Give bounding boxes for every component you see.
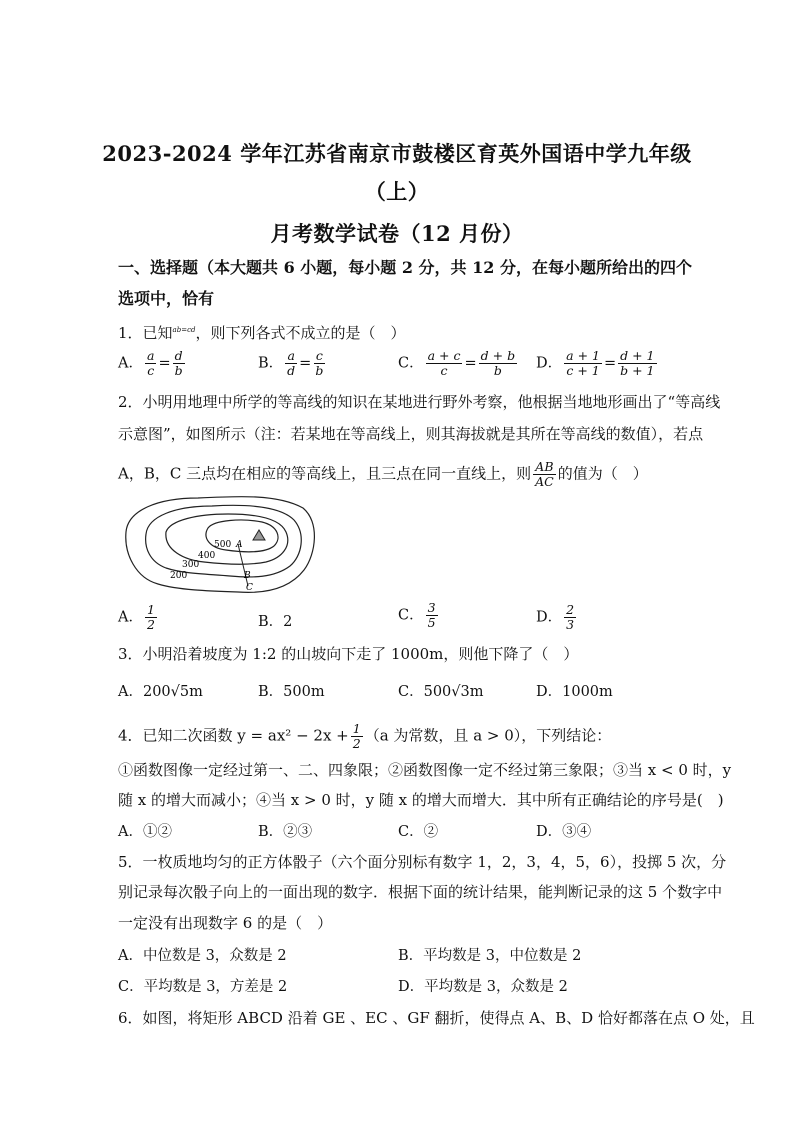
label-point-a: A — [236, 540, 243, 550]
section1-header-line2: 选项中，恰有 — [118, 289, 215, 308]
label-200: 200 — [170, 571, 188, 581]
q2-stem-line2: 示意图”，如图所示（注：若某地在等高线上，则其海拔就是其所在等高线的数值），若点 — [118, 425, 704, 443]
q1-option-b[interactable]: B． $\frac{a}{d}$ = $\frac{c}{b}$ — [258, 348, 324, 378]
fraction: $\frac{d + 1}{b + 1}$ — [620, 348, 655, 378]
q2-option-c[interactable] — [398, 601, 440, 630]
q3-option-d[interactable]: D．1000m — [536, 684, 613, 700]
q4-stem-line3: 随 x 的增大而减小；④当 x > 0 时，y 随 x 的增大而增大．其中所有正确结论的序号是( ) — [118, 791, 724, 809]
q4-stem-line2: ①函数图像一定经过第一、二、四象限；②函数图像一定不经过第三象限；③当 x < 0 时，y — [118, 761, 732, 779]
option-label: C． — [398, 607, 424, 624]
q2-option-b[interactable] — [258, 610, 292, 631]
option-label: D． — [536, 609, 563, 626]
exam-title-line2: （上） — [364, 179, 430, 204]
label-300: 300 — [182, 560, 200, 570]
fraction: $\frac{d}{b}$ — [174, 348, 183, 378]
exam-title-line1: 2023-2024 学年江苏省南京市鼓楼区育英外国语中学九年级 — [102, 141, 692, 166]
q3-stem: 3．小明沿着坡度为 1:2 的山坡向下走了 1000m，则他下降了（ ） — [118, 645, 579, 663]
q5-stem-line2: 别记录每次骰子向上的一面出现的数字．根据下面的统计结果，能判断记录的这 5 个数字中 — [118, 883, 723, 901]
q4-stem-post: （a 为常数，且 a > 0），下列结论： — [364, 726, 612, 745]
label-point-c: C — [246, 583, 253, 593]
q4-option-c[interactable]: C．② — [398, 824, 439, 840]
q5-option-c[interactable]: C．平均数是 3，方差是 2 — [118, 979, 288, 995]
q5-option-b[interactable]: B．平均数是 3，中位数是 2 — [398, 948, 582, 964]
q2-stem-line3-post: 的值为（ ） — [557, 464, 648, 483]
fraction: $\frac{a + c}{c}$ — [427, 348, 461, 378]
one-half-fraction: $\frac{1}{2}$ — [352, 721, 361, 751]
q2-stem-line3 — [118, 460, 678, 489]
fraction: $\frac{a}{d}$ — [287, 348, 296, 378]
option-label: C． — [398, 355, 424, 372]
ab-over-ac-fraction: $\frac{AB}{AC}$ — [535, 459, 554, 489]
fraction: $\frac{a + 1}{c + 1}$ — [566, 348, 600, 378]
exam-title-line3: 月考数学试卷（12 月份） — [270, 221, 524, 246]
summit-triangle-icon — [253, 530, 265, 540]
q4-option-d[interactable]: D．③④ — [536, 824, 592, 840]
option-label: B． — [258, 614, 284, 630]
fraction: $\frac{c}{b}$ — [315, 348, 324, 378]
q2-option-a[interactable] — [118, 603, 159, 632]
q4-stem-line1 — [118, 722, 678, 751]
contour-map-figure — [118, 492, 318, 596]
q1-stem-post: ，则下列各式不成立的是（ ） — [195, 324, 406, 342]
fraction: $\frac{2}{3}$ — [566, 602, 575, 632]
fraction: $\frac{a}{c}$ — [146, 348, 155, 378]
label-point-b: B — [244, 571, 251, 581]
q1-stem-pre: 1．已知 — [118, 324, 173, 342]
q3-option-b[interactable]: B．500m — [258, 684, 325, 700]
option-label: A． — [118, 355, 143, 372]
fraction: $\frac{1}{2}$ — [146, 602, 155, 632]
option-label: B． — [258, 355, 284, 372]
q1-condition: ab=cd — [172, 326, 196, 334]
option-value: 2 — [283, 614, 293, 630]
q1-option-d[interactable]: D． $\frac{a + 1}{c + 1}$ = $\frac{d + 1}{b + 1}$ — [536, 348, 655, 378]
q5-option-a[interactable]: A．中位数是 3，众数是 2 — [118, 948, 287, 964]
q2-option-d[interactable] — [536, 603, 578, 632]
option-label: A． — [118, 609, 143, 626]
label-400: 400 — [198, 551, 216, 561]
q5-stem-line1: 5．一枚质地均匀的正方体骰子（六个面分别标有数字 1，2，3，4，5，6），投掷 5 次，分 — [118, 853, 727, 871]
q1-option-c[interactable]: C． $\frac{a + c}{c}$ = $\frac{d + b}{b}$ — [398, 348, 516, 378]
q6-stem-line1: 6．如图，将矩形 ABCD 沿着 GE 、EC 、GF 翻折，使得点 A、B、D 恰好都落在点 O 处，且 — [118, 1009, 755, 1027]
q3-option-a[interactable]: A．200√5m — [118, 684, 203, 700]
fraction: $\frac{d + b}{b}$ — [480, 348, 516, 378]
q1-option-a[interactable]: A． $\frac{a}{c}$ = $\frac{d}{b}$ — [118, 348, 183, 378]
q4-stem-pre: 4．已知二次函数 y = ax² − 2x + — [118, 726, 349, 745]
option-label: D． — [536, 355, 563, 372]
q2-stem-line1: 2．小明用地理中所学的等高线的知识在某地进行野外考察，他根据当地地形画出了“等高线 — [118, 393, 721, 411]
section1-header-line1: 一、选择题（本大题共 6 小题，每小题 2 分，共 12 分，在每小题所给出的四个 — [118, 258, 692, 277]
q5-option-d[interactable]: D．平均数是 3，众数是 2 — [398, 979, 568, 995]
q3-option-c[interactable]: C．500√3m — [398, 684, 484, 700]
fraction: $\frac{3}{5}$ — [427, 600, 436, 630]
q5-stem-line3: 一定没有出现数字 6 的是（ ） — [118, 914, 333, 932]
q4-option-b[interactable]: B．②③ — [258, 824, 313, 840]
q1-stem — [118, 320, 678, 343]
q4-option-a[interactable]: A．①② — [118, 824, 172, 840]
q2-stem-line3-pre: A，B，C 三点均在相应的等高线上，且三点在同一直线上，则 — [118, 464, 532, 483]
label-500: 500 — [214, 540, 232, 550]
